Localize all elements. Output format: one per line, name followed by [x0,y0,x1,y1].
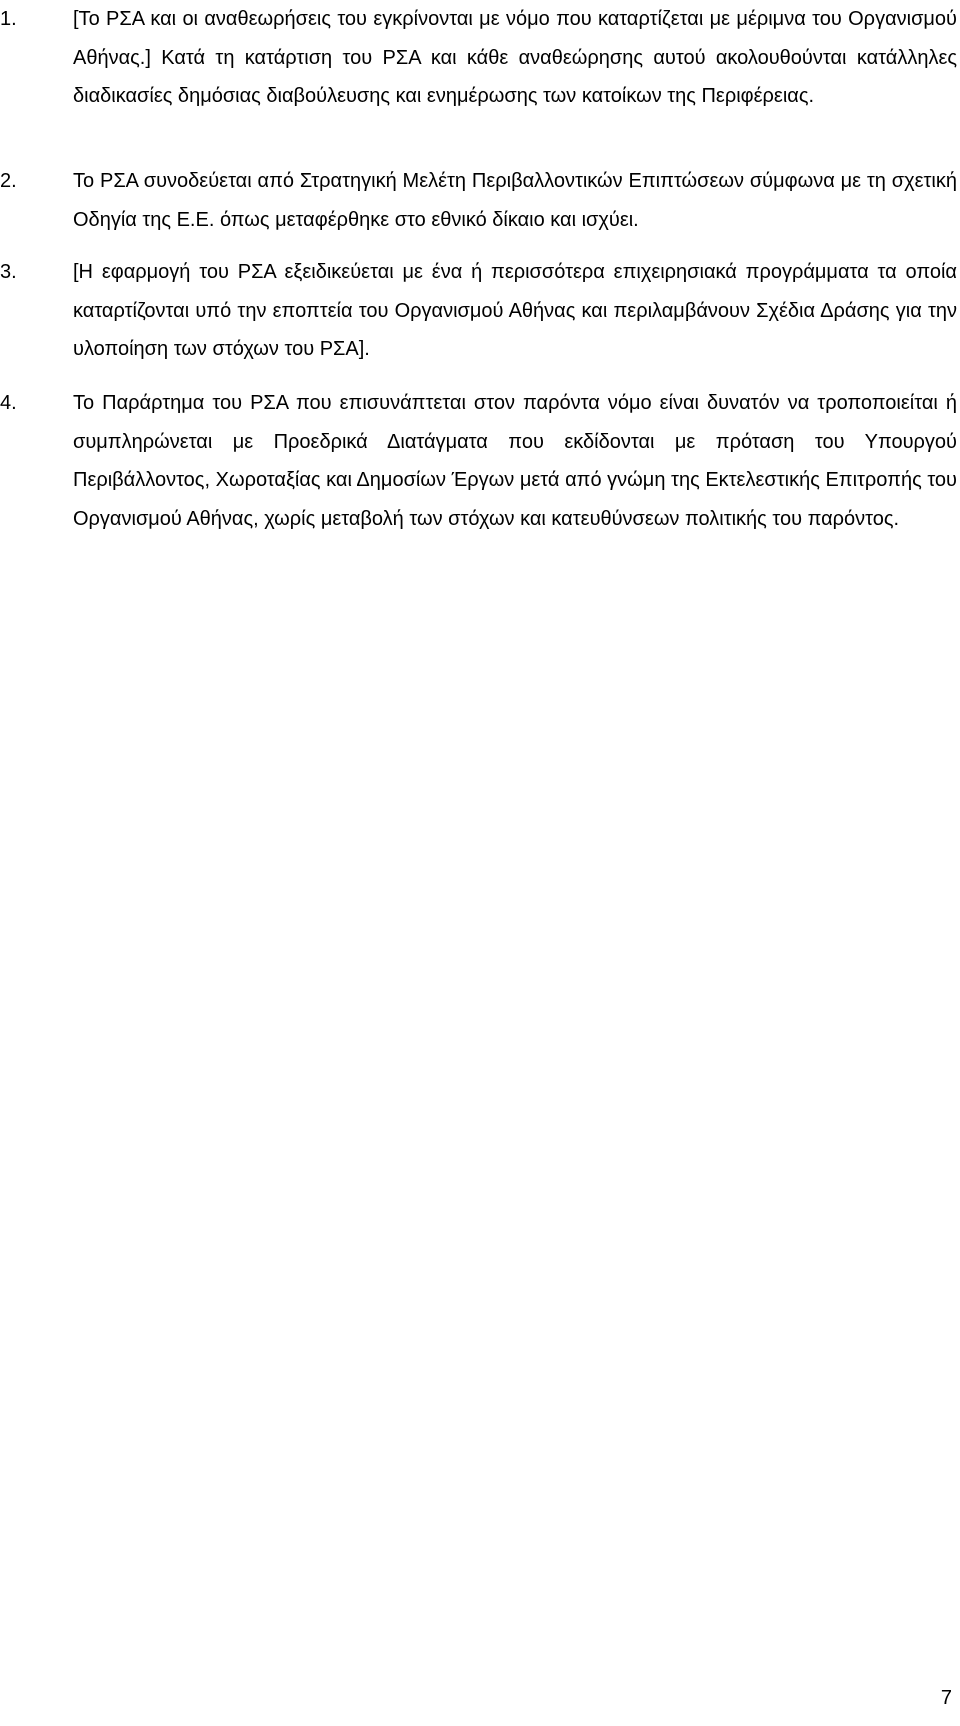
item-text: Το Παράρτημα του ΡΣΑ που επισυνάπτεται στον παρόντα νόμο είναι δυνατόν να τροποποιείται ή συμπληρώνεται με Προεδρικά Διατάγματα που εκδίδονται με πρόταση του Υπουργού Περιβάλλοντος, Χωροταξίας και Δημοσίων Έργων μετά από γνώμη της Εκτελεστικής Επιτροπής του Οργανισμού Αθήνας, χωρίς μεταβολή των στόχων και κατευθύνσεων πολιτικής του παρόντος. [73,392,957,530]
item-number: 4. [0,392,17,414]
item-number: 1. [0,8,17,30]
item-text: Το ΡΣΑ συνοδεύεται από Στρατηγική Μελέτη Περιβαλλοντικών Επιπτώσεων σύμφωνα με τη σχετική Οδηγία της Ε.Ε. όπως μεταφέρθηκε στο εθνικό δίκαιο και ισχύει. [73,170,957,231]
page-number: 7 [940,1687,952,1709]
item-number: 3. [0,261,17,283]
item-number: 2. [0,170,17,192]
item-text: [Η εφαρμογή του ΡΣΑ εξειδικεύεται με ένα ή περισσότερα επιχειρησιακά προγράμματα τα οποία καταρτίζονται υπό την εποπτεία του Οργανισμού Αθήνας και περιλαμβάνουν Σχέδια Δράσης για την υλοποίηση των στόχων του ΡΣΑ]. [73,261,957,360]
item-text: [Το ΡΣΑ και οι αναθεωρήσεις του εγκρίνονται με νόμο που καταρτίζεται με μέριμνα του Οργανισμού Αθήνας.] Κατά τη κατάρτιση του ΡΣΑ και κάθε αναθεώρησης αυτού ακολουθούνται κατάλληλες διαδικασίες δημόσιας διαβούλευσης και ενημέρωσης των κατοίκων της Περιφέρειας. [73,8,957,107]
